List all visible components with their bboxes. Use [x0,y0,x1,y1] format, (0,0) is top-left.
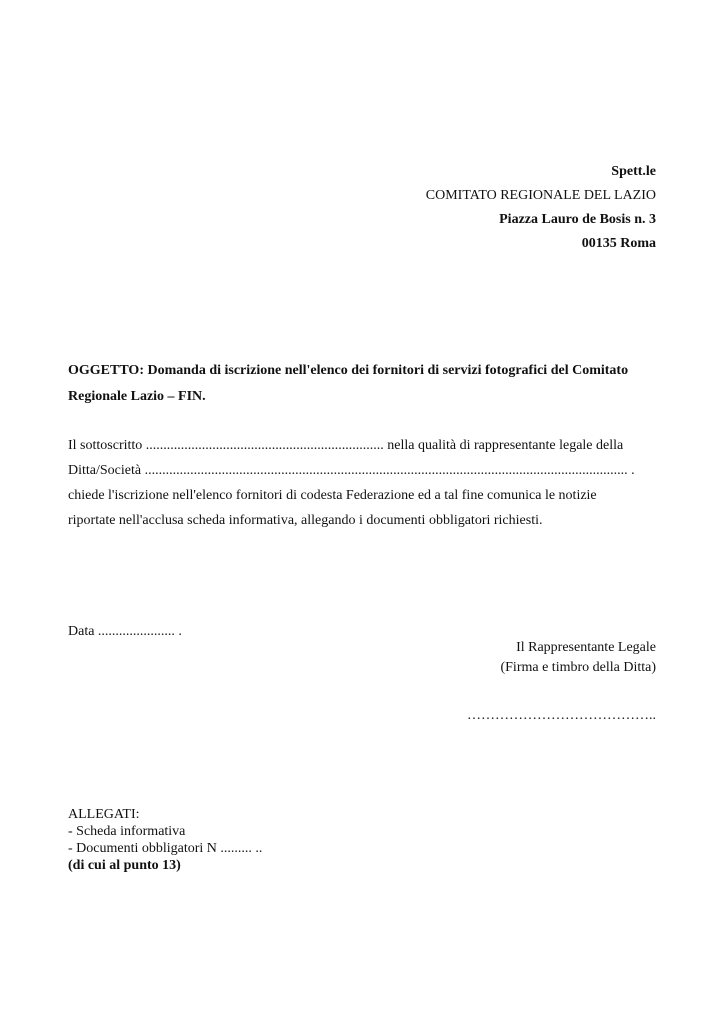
attachment-item: - Documenti obbligatori N ......... .. [68,841,263,856]
body-line-2: Ditta/Società .......................................................................................................................................... . [68,463,635,478]
attachments-heading: ALLEGATI: [68,807,140,822]
date-field: Data ...................... . [68,624,182,639]
body-line-3: chiede l'iscrizione nell'elenco fornitori di codesta Federazione ed a tal fine comunica le notizie [68,488,597,503]
signature-role: Il Rappresentante Legale [516,640,656,655]
subject-heading: OGGETTO: Domanda di iscrizione nell'elenco dei fornitori di servizi fotografici del Comitato Regionale Lazio – FIN. [68,363,629,404]
signature-block [356,638,656,678]
attachments-note: (di cui al punto 13) [68,858,181,873]
attachment-item: - Scheda informativa [68,824,186,839]
recipient-address: Piazza Lauro de Bosis n. 3 [499,212,656,227]
signature-line: ………………………………….. [467,708,656,723]
body-paragraph [68,433,660,533]
body-line-1: Il sottoscritto .................................................................... nella qualità di rappresentante legale della [68,438,624,453]
body-line-4: riportate nell'acclusa scheda informativa, allegando i documenti obbligatori richiesti. [68,513,543,528]
recipient-block [136,160,656,256]
signature-note: (Firma e timbro della Ditta) [500,660,656,675]
recipient-city: 00135 Roma [581,236,656,251]
recipient-salutation: Spett.le [611,164,656,179]
recipient-organization: COMITATO REGIONALE DEL LAZIO [425,188,656,203]
attachments-block [68,806,262,874]
